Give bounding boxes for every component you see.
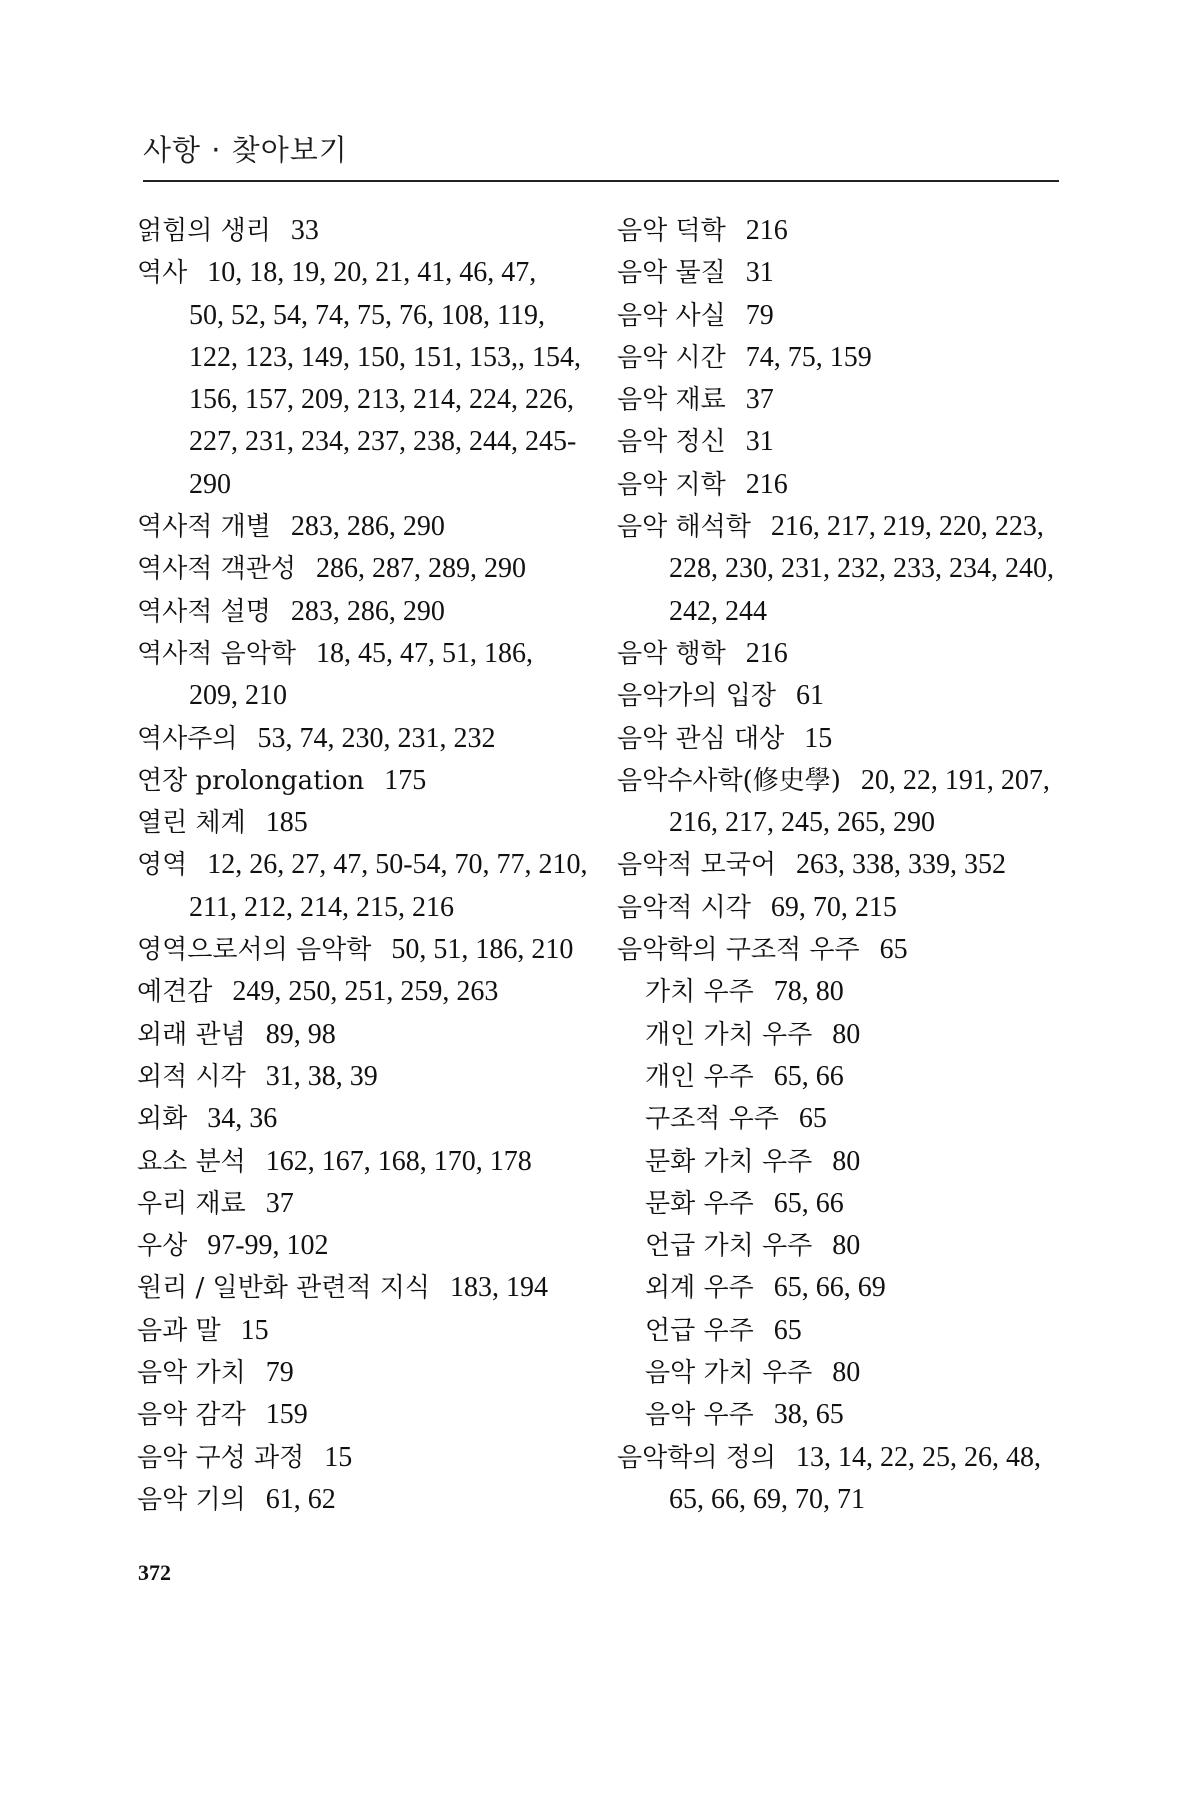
index-entry [137,1267,597,1309]
index-entry [137,1310,597,1352]
index-entry [617,421,1067,463]
index-entry [617,844,1067,886]
index-term: 음악 관심 대상 [617,723,785,754]
index-term: 역사적 설명 [137,596,271,627]
index-term: 영역 [137,850,188,881]
index-term: 음악가의 입장 [617,681,776,712]
index-page-refs: 53, 74, 230, 231, 232 [257,722,496,754]
index-term: 문화 가치 우주 [645,1146,813,1177]
index-entry [137,971,597,1013]
index-page-refs: 216 [745,215,788,246]
index-entry [617,252,1067,294]
index-entry [617,971,1067,1013]
index-term: 음악 해석학 [617,512,751,543]
index-page-refs: 65, 66 [773,1187,844,1219]
index-term: 음악수사학(修史學) [617,765,841,796]
index-entry [137,1141,597,1183]
index-term: 음악 지학 [617,469,726,500]
index-page-refs: 65, 66 [773,1060,844,1092]
index-page-refs: 18, 45, 47, 51, 186, [315,637,533,669]
index-page-refs: 97-99, 102 [207,1230,329,1262]
index-term: 음악학의 정의 [617,1442,776,1473]
index-entry [617,210,1067,252]
index-term: 우상 [137,1231,188,1262]
index-entry [137,1014,597,1056]
index-page-refs-continued: 122, 123, 149, 150, 151, 153,, 154, [189,341,581,373]
index-page-refs: 15 [240,1314,269,1346]
index-page-refs: 65, 66, 69 [773,1272,886,1304]
index-entry [617,379,1067,421]
index-term: 음악적 모국어 [617,850,776,881]
index-page-refs: 263, 338, 339, 352 [795,849,1006,881]
index-term: 음악 재료 [617,385,726,416]
index-term: 요소 분석 [137,1146,246,1177]
index-page-refs-continued: 290 [189,468,231,500]
index-entry [137,802,597,844]
index-entry [137,1056,597,1098]
index-page-refs: 65 [773,1314,802,1346]
index-page-refs: 12, 26, 27, 47, 50-54, 70, 77, 210, [207,849,588,881]
index-page-refs: 79 [265,1357,294,1389]
index-term: 문화 우주 [645,1188,754,1219]
index-entry [617,464,1067,506]
index-entry [617,718,1067,760]
index-entry [617,337,1067,379]
index-entry [617,1014,1067,1056]
index-term: 우리 재료 [137,1188,246,1219]
index-entry [617,929,1067,971]
index-entry [617,506,1067,633]
index-entry [617,1310,1067,1352]
index-page-refs: 249, 250, 251, 259, 263 [232,976,499,1008]
index-page-refs: 216, 217, 219, 220, 223, [770,511,1044,543]
index-entry [617,1141,1067,1183]
index-page-refs: 65 [798,1103,827,1135]
index-page-refs-continued: 228, 230, 231, 232, 233, 234, 240, [669,553,1054,585]
index-page-refs: 159 [265,1399,308,1431]
index-entry [137,591,597,633]
index-entry [617,1352,1067,1394]
index-term: 역사적 객관성 [137,554,296,585]
index-entry [137,1352,597,1394]
index-page-refs: 183, 194 [449,1272,548,1304]
page-number: 372 [138,1560,171,1585]
index-term: 음악 기의 [137,1484,246,1515]
index-term: 음악 감각 [137,1400,246,1431]
index-page-refs-continued: 65, 66, 69, 70, 71 [669,1483,865,1515]
index-entry [617,295,1067,337]
index-entry [617,1437,1067,1522]
index-entry [137,1225,597,1267]
index-term: 구조적 우주 [645,1104,779,1135]
index-term: 예견감 [137,977,213,1008]
index-term: 음악 행학 [617,638,726,669]
index-entry [137,718,597,760]
index-term: 개인 우주 [645,1061,754,1092]
index-page-refs: 37 [265,1187,294,1219]
index-entry [617,760,1067,845]
index-page-refs: 185 [265,807,308,839]
index-page-refs: 74, 75, 159 [745,341,872,373]
index-term: 외래 관념 [137,1019,246,1050]
index-term: 개인 가치 우주 [645,1019,813,1050]
index-page-refs-continued: 50, 52, 54, 74, 75, 76, 108, 119, [189,299,545,331]
index-page-refs: 33 [290,215,319,246]
index-entry [137,1098,597,1140]
index-page-refs: 175 [384,764,427,796]
index-term: 음악 덕학 [617,216,726,246]
index-term: 음악 우주 [645,1400,754,1431]
index-entry [617,1056,1067,1098]
index-page-refs: 13, 14, 22, 25, 26, 48, [795,1441,1041,1473]
index-page-refs-continued: 227, 231, 234, 237, 238, 244, 245- [189,426,577,458]
index-page-refs-continued: 242, 244 [669,595,767,627]
index-entry [137,1437,597,1479]
index-page-refs: 79 [745,299,774,331]
index-term: 얽힘의 생리 [137,216,271,246]
index-page-refs: 61, 62 [265,1483,336,1515]
index-page-refs-continued: 216, 217, 245, 265, 290 [669,807,935,839]
index-term: 영역으로서의 음악학 [137,935,372,966]
index-entry [617,1183,1067,1225]
index-page-refs: 31 [745,257,774,289]
index-page-refs: 15 [324,1441,353,1473]
index-entry [137,760,597,802]
index-entry [137,633,597,718]
index-term: 열린 체계 [137,808,246,839]
index-page-refs: 80 [832,1018,861,1050]
index-page-refs: 283, 286, 290 [290,511,445,543]
index-page-refs: 283, 286, 290 [290,595,445,627]
index-page-refs: 31 [745,426,774,458]
index-term: 음악 가치 우주 [645,1358,813,1389]
index-column-left [137,210,597,1521]
index-page-refs: 80 [832,1357,861,1389]
index-entry [617,633,1067,675]
index-term: 음악 사실 [617,300,726,331]
index-page-refs: 10, 18, 19, 20, 21, 41, 46, 47, [207,257,537,289]
index-entry [137,1394,597,1436]
index-entry [617,1394,1067,1436]
index-entry [617,887,1067,929]
index-entry [137,252,597,506]
index-term: 음악 물질 [617,258,726,289]
index-column-right [617,210,1067,1521]
index-term: 언급 우주 [645,1315,754,1346]
index-page-refs: 38, 65 [773,1399,844,1431]
index-term: 음악학의 구조적 우주 [617,935,860,966]
index-page-refs-continued: 211, 212, 214, 215, 216 [189,891,454,923]
index-term: 음악 정신 [617,427,726,458]
index-page-refs: 50, 51, 186, 210 [391,934,574,966]
index-term: 외적 시각 [137,1061,246,1092]
index-entry [137,506,597,548]
index-page-refs: 78, 80 [773,976,844,1008]
index-entry [137,844,597,929]
index-page-refs: 80 [832,1145,861,1177]
index-entry [137,929,597,971]
index-page-refs: 61 [795,680,824,712]
running-head: 사항 · 찾아보기 [143,133,348,167]
index-entry [617,1267,1067,1309]
index-page-refs: 286, 287, 289, 290 [315,553,526,585]
index-page-refs: 37 [745,384,774,416]
index-entry [617,1225,1067,1267]
index-term: 연장 prolongation [137,765,365,796]
index-term: 가치 우주 [645,977,754,1008]
header-rule [143,180,1059,182]
index-page-refs: 69, 70, 215 [770,891,897,923]
index-entry [137,210,597,252]
index-page-refs: 15 [804,722,833,754]
index-page-refs: 216 [745,468,788,500]
index-page-refs-continued: 209, 210 [189,680,287,712]
index-page-refs: 80 [832,1230,861,1262]
index-term: 외화 [137,1104,188,1135]
index-entry [137,1479,597,1521]
index-term: 음과 말 [137,1315,221,1346]
index-term: 역사적 개별 [137,512,271,543]
index-term: 원리 / 일반화 관련적 지식 [137,1273,430,1304]
index-entry [617,675,1067,717]
index-page-refs: 216 [745,637,788,669]
index-page-refs: 89, 98 [265,1018,336,1050]
index-entry [137,548,597,590]
index-term: 음악 구성 과정 [137,1442,305,1473]
index-page-refs: 31, 38, 39 [265,1060,378,1092]
index-page-refs: 162, 167, 168, 170, 178 [265,1145,532,1177]
index-page-refs: 34, 36 [207,1103,278,1135]
index-term: 역사주의 [137,723,238,754]
index-term: 역사적 음악학 [137,638,296,669]
index-entry [617,1098,1067,1140]
index-term: 음악 가치 [137,1358,246,1389]
index-term: 역사 [137,258,188,289]
index-page-refs: 65 [879,934,908,966]
index-term: 언급 가치 우주 [645,1231,813,1262]
index-entry [137,1183,597,1225]
index-page-refs-continued: 156, 157, 209, 213, 214, 224, 226, [189,384,574,416]
index-term: 외계 우주 [645,1273,754,1304]
index-term: 음악 시간 [617,342,726,373]
index-page-refs: 20, 22, 191, 207, [860,764,1050,796]
index-term: 음악적 시각 [617,892,751,923]
